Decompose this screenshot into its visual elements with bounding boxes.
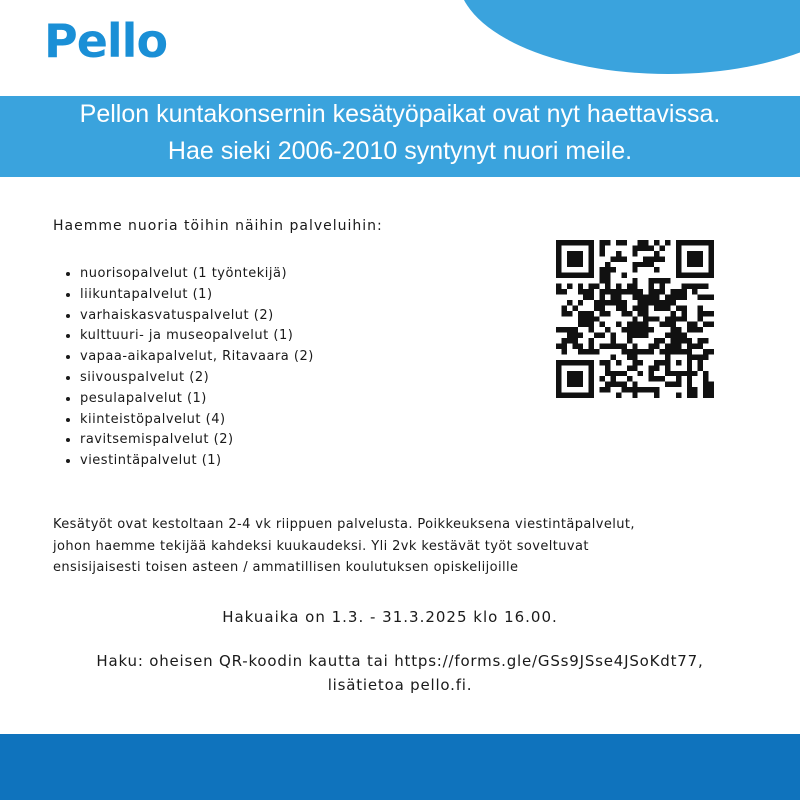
description-line-2: johon haemme tekijää kahdeksi kuukaudeksi. Yli 2vk kestävät työt soveltuvat: [53, 538, 589, 554]
apply-line-1[interactable]: Haku: oheisen QR-koodin kautta tai https://forms.gle/GSs9JSse4JSoKdt77,: [96, 652, 704, 670]
list-item: • pesulapalvelut (1): [80, 389, 314, 410]
list-item: • viestintäpalvelut (1): [80, 451, 314, 472]
list-item: • varhaiskasvatuspalvelut (2): [80, 306, 314, 327]
decorative-corner-arc: [458, 0, 800, 74]
footer-band: [0, 734, 800, 800]
description-line-1: Kesätyöt ovat kestoltaan 2-4 vk riippuen palvelusta. Poikkeuksena viestintäpalvelut,: [53, 517, 635, 532]
headline-banner: [0, 96, 800, 177]
list-item: • vapaa-aikapalvelut, Ritavaara (2): [80, 347, 314, 368]
list-item: • nuorisopalvelut (1 työntekijä): [80, 264, 314, 285]
apply-line-2[interactable]: lisätietoa pello.fi.: [327, 676, 473, 694]
description-line-3: ensisijaisesti toisen asteen / ammatillisen koulutuksen opiskelijoille: [53, 560, 519, 575]
services-intro: Haemme nuoria töihin näihin palveluihin:: [53, 218, 383, 234]
list-item: • ravitsemispalvelut (2): [80, 430, 314, 451]
description-text: [53, 514, 753, 579]
list-item: • kiinteistöpalvelut (4): [80, 410, 314, 431]
list-item: • siivouspalvelut (2): [80, 368, 314, 389]
application-instructions: [0, 649, 800, 697]
list-item: • kulttuuri- ja museopalvelut (1): [80, 326, 314, 347]
banner-line-2: Hae sieki 2006-2010 syntynyt nuori meile.: [167, 137, 633, 165]
qr-code-icon[interactable]: [556, 240, 714, 398]
list-item: • liikuntapalvelut (1): [80, 285, 314, 306]
application-deadline: Hakuaika on 1.3. - 31.3.2025 klo 16.00.: [222, 608, 558, 626]
pello-logo: Pello: [44, 14, 168, 68]
banner-line-1: Pellon kuntakonsernin kesätyöpaikat ovat nyt haettavissa.: [79, 100, 721, 128]
services-list: [60, 264, 314, 472]
